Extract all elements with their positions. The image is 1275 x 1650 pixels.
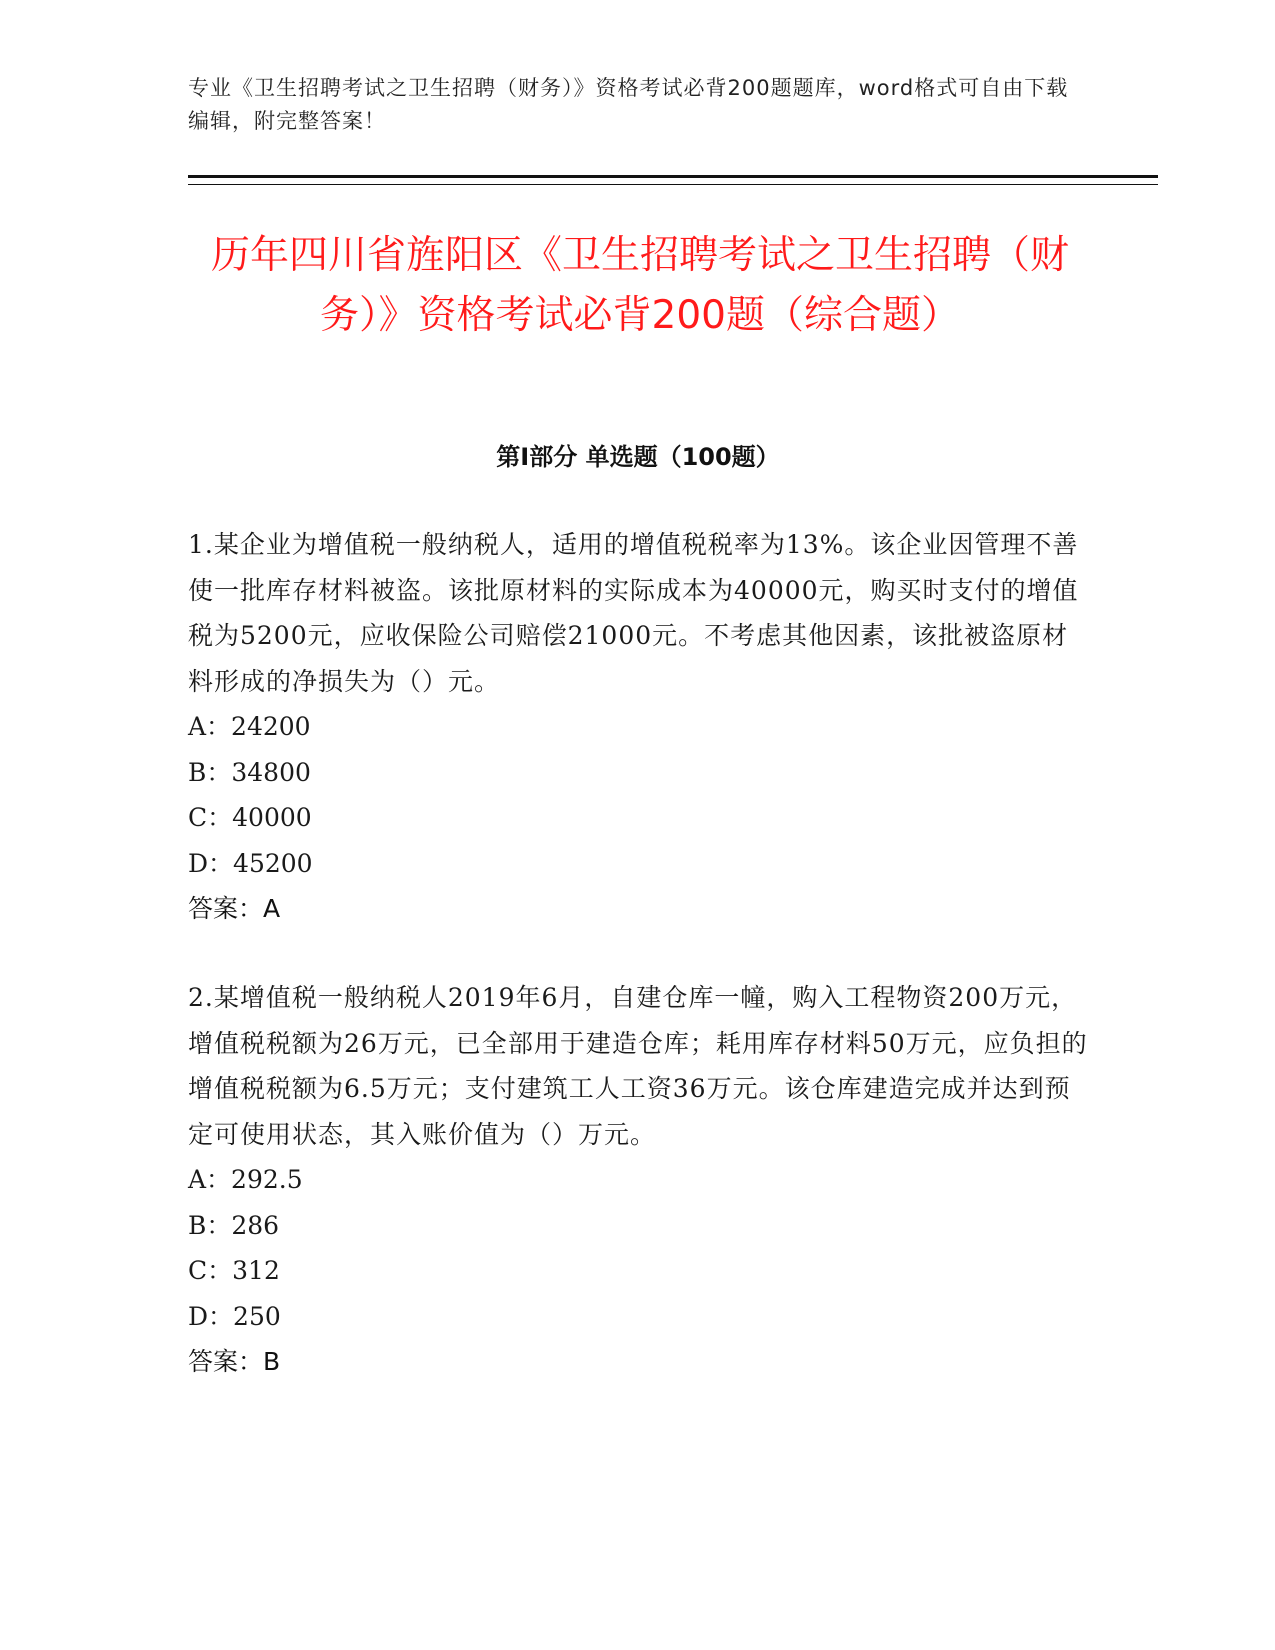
question-2 <box>188 975 1088 1385</box>
header-divider-thin <box>188 184 1158 185</box>
answer: 答案：A <box>188 894 281 923</box>
option-a: A：292.5 <box>188 1165 303 1194</box>
option-a: A：24200 <box>188 712 311 741</box>
question-stem: 1.某企业为增值税一般纳税人，适用的增值税税率为13%。该企业因管理不善使一批库存材料被盗。该批原材料的实际成本为40000元，购买时支付的增值税为5200元，应收保险公司赔偿21000元。不考虑其他因素，该批被盗原材料形成的净损失为（）元。 <box>188 530 1079 696</box>
option-d: D：250 <box>188 1301 281 1331</box>
header-divider-thick <box>188 175 1158 178</box>
option-d: D：45200 <box>188 848 313 878</box>
option-c: C：312 <box>188 1256 280 1285</box>
question-1 <box>188 522 1088 932</box>
header-note: 专业《卫生招聘考试之卫生招聘（财务）》资格考试必背200题题库，word格式可自由下载编辑，附完整答案！ <box>188 76 1069 133</box>
option-b: B：286 <box>188 1210 280 1240</box>
document-title: 历年四川省旌阳区《卫生招聘考试之卫生招聘（财务）》资格考试必背200题（综合题） <box>210 233 1069 338</box>
answer: 答案：B <box>188 1347 281 1376</box>
section-heading: 第I部分 单选题（100题） <box>496 443 780 471</box>
option-c: C：40000 <box>188 803 312 832</box>
option-b: B：34800 <box>188 757 311 787</box>
question-stem: 2.某增值税一般纳税人2019年6月，自建仓库一幢，购入工程物资200万元，增值税税额为26万元，已全部用于建造仓库；耗用库存材料50万元，应负担的增值税税额为6.5万元；支付建筑工人工资36万元。该仓库建造完成并达到预定可使用状态，其入账价值为（）万元。 <box>188 983 1088 1149</box>
